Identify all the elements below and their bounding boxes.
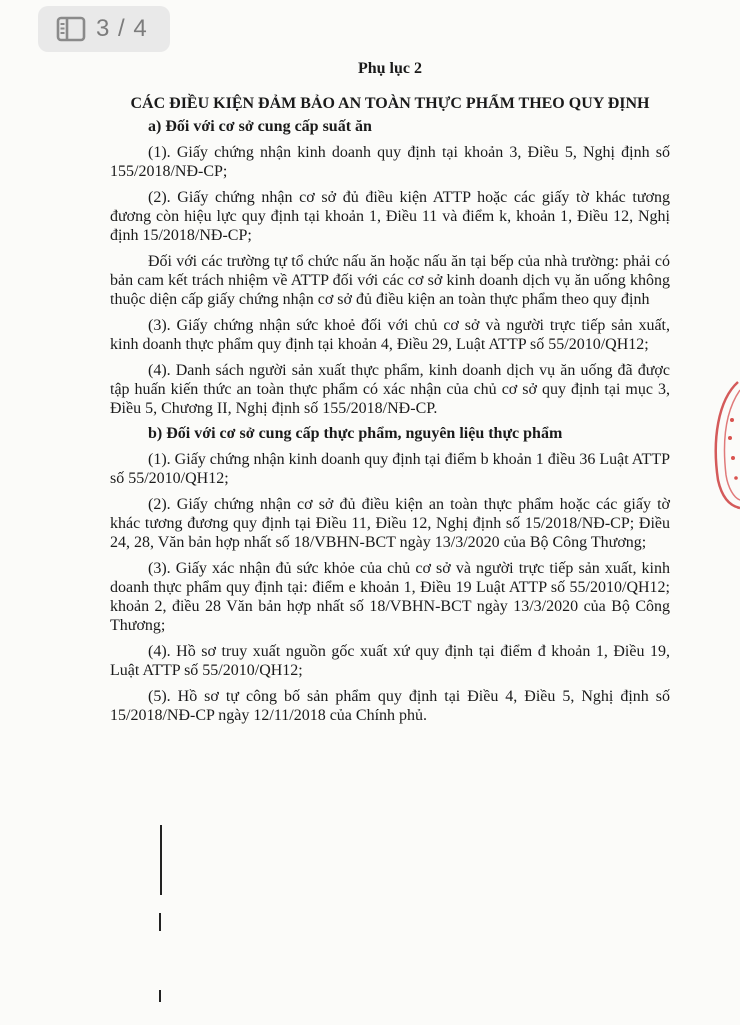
section-b-item: (1). Giấy chứng nhận kinh doanh quy định tại điểm b khoản 1 điều 36 Luật ATTP số 55/2010/QH12; (110, 451, 670, 487)
red-seal-fragment (708, 380, 740, 510)
section-a-item: Đối với các trường tự tổ chức nấu ăn hoặc nấu ăn tại bếp của nhà trường: phải có bản cam kết trách nhiệm về ATTP đối với các cơ sở kinh doanh dịch vụ ăn uống không thuộc diện cấp giấy chứng nhận cơ sở đủ điều kiện an toàn thực phẩm theo quy định (110, 253, 670, 308)
section-a-item: (3). Giấy chứng nhận sức khoẻ đối với chủ cơ sở và người trực tiếp sản xuất, kinh doanh thực phẩm quy định tại khoản 4, Điều 29, Luật ATTP số 55/2010/QH12; (110, 317, 670, 353)
sidebar-panel-icon[interactable] (56, 16, 86, 42)
section-a-item: (2). Giấy chứng nhận cơ sở đủ điều kiện ATTP hoặc các giấy tờ khác tương đương còn hiệu lực quy định tại khoản 1, Điều 11 và điểm k, khoản 1, Điều 12, Nghị định 15/2018/NĐ-CP; (110, 189, 670, 244)
section-b-title: b) Đối với cơ sở cung cấp thực phẩm, nguyên liệu thực phẩm (148, 425, 563, 442)
document-body (110, 60, 670, 732)
section-a-item: (4). Danh sách người sản xuất thực phẩm, kinh doanh dịch vụ ăn uống đã được tập huấn kiến thức an toàn thực phẩm có xác nhận của chủ cơ sở quy định tại mục 3, Điều 5, Chương II, Nghị định số 155/2018/NĐ-CP. (110, 362, 670, 417)
margin-line (159, 913, 161, 931)
page-title: Phụ lục 2 (357, 60, 422, 77)
margin-line (159, 990, 161, 1002)
section-b-item: (3). Giấy xác nhận đủ sức khỏe của chủ cơ sở và người trực tiếp sản xuất, kinh doanh thực phẩm quy định tại: điểm e khoản 1, Điều 19 Luật ATTP số 55/2010/QH12; khoản 2, điều 28 Văn bản hợp nhất số 18/VBHN-BCT ngày 13/3/2020 của Bộ Công Thương; (110, 560, 670, 634)
section-a-item: (1). Giấy chứng nhận kinh doanh quy định tại khoản 3, Điều 5, Nghị định số 155/2018/NĐ-CP; (110, 144, 670, 180)
section-a-title: a) Đối với cơ sở cung cấp suất ăn (148, 118, 372, 135)
section-b-item: (4). Hồ sơ truy xuất nguồn gốc xuất xứ quy định tại điểm đ khoản 1, Điều 19, Luật ATTP số 55/2010/QH12; (110, 643, 670, 679)
section-b-item: (2). Giấy chứng nhận cơ sở đủ điều kiện an toàn thực phẩm hoặc các giấy tờ khác tương đương quy định tại Điều 11, Điều 12, Nghị định số 15/2018/NĐ-CP; Điều 24, 28, Văn bản hợp nhất số 18/VBHN-BCT ngày 13/3/2020 của Bộ Công Thương; (110, 496, 670, 551)
page-indicator[interactable] (38, 6, 170, 52)
section-b-item: (5). Hồ sơ tự công bố sản phẩm quy định tại Điều 4, Điều 5, Nghị định số 15/2018/NĐ-CP ngày 12/11/2018 của Chính phủ. (110, 688, 670, 724)
margin-line (160, 825, 162, 895)
page-count: 3 / 4 (96, 15, 148, 42)
document-heading: CÁC ĐIỀU KIỆN ĐẢM BẢO AN TOÀN THỰC PHẨM THEO QUY ĐỊNH (130, 95, 650, 112)
